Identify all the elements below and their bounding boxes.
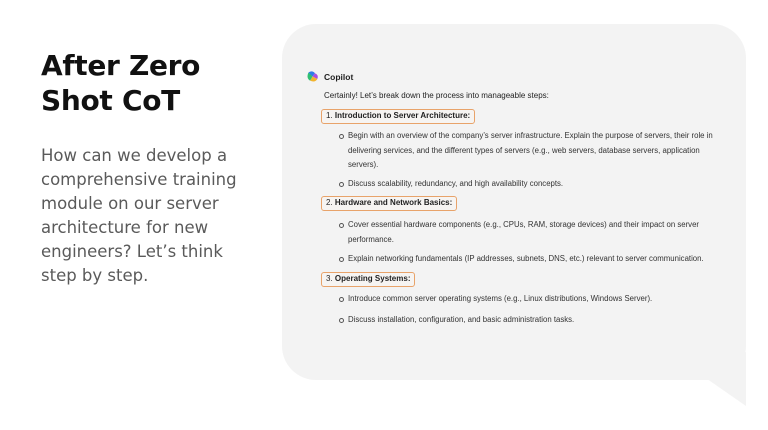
response-intro: Certainly! Let’s break down the process into manageable steps: <box>324 91 549 100</box>
bullet-icon <box>339 182 344 187</box>
copilot-logo-icon <box>306 70 319 83</box>
slide-title <box>41 48 271 118</box>
bullet-icon <box>339 318 344 323</box>
step-number: 2. <box>326 198 333 207</box>
list-item <box>339 218 727 247</box>
assistant-name: Copilot <box>324 71 354 82</box>
list-item-text: Begin with an overview of the company’s server infrastructure. Explain the purpose of servers, their role in delivering services, and the different types of servers (e.g., web servers, database servers, application servers). <box>348 131 713 169</box>
step-title: Operating Systems: <box>334 274 411 283</box>
step-title: Introduction to Server Architecture: <box>334 111 471 120</box>
copilot-header <box>306 70 353 83</box>
prompt-line: module on our server <box>41 194 219 213</box>
list-item <box>339 129 727 173</box>
list-item-text: Explain networking fundamentals (IP addresses, subnets, DNS, etc.) relevant to server communication. <box>348 254 704 263</box>
list-item <box>339 313 727 328</box>
prompt-line: architecture for new <box>41 218 209 237</box>
list-item-text: Cover essential hardware components (e.g., CPUs, RAM, storage devices) and their impact on server performance. <box>348 220 700 244</box>
step-heading-2 <box>321 196 457 211</box>
slide-prompt <box>41 144 256 288</box>
slide-title-line: Shot CoT <box>41 84 180 117</box>
step-title: Hardware and Network Basics: <box>334 198 453 207</box>
bullet-icon <box>339 134 344 139</box>
list-item-text: Introduce common server operating systems (e.g., Linux distributions, Windows Server). <box>348 294 653 303</box>
bullet-icon <box>339 223 344 228</box>
step-heading-1 <box>321 109 475 124</box>
bullet-icon <box>339 297 344 302</box>
list-item-text: Discuss installation, configuration, and basic administration tasks. <box>348 315 575 324</box>
list-item <box>339 292 727 307</box>
list-item-text: Discuss scalability, redundancy, and high availability concepts. <box>348 179 564 188</box>
prompt-line: How can we develop a <box>41 146 228 165</box>
slide-title-line: After Zero <box>41 49 201 82</box>
list-item <box>339 252 727 267</box>
step-heading-3 <box>321 272 415 287</box>
step-number: 1. <box>326 111 333 120</box>
list-item <box>339 177 727 192</box>
prompt-line: comprehensive training <box>41 170 237 189</box>
prompt-line: step by step. <box>41 266 149 285</box>
bullet-icon <box>339 257 344 262</box>
prompt-line: engineers? Let’s think <box>41 242 223 261</box>
step-number: 3. <box>326 274 333 283</box>
